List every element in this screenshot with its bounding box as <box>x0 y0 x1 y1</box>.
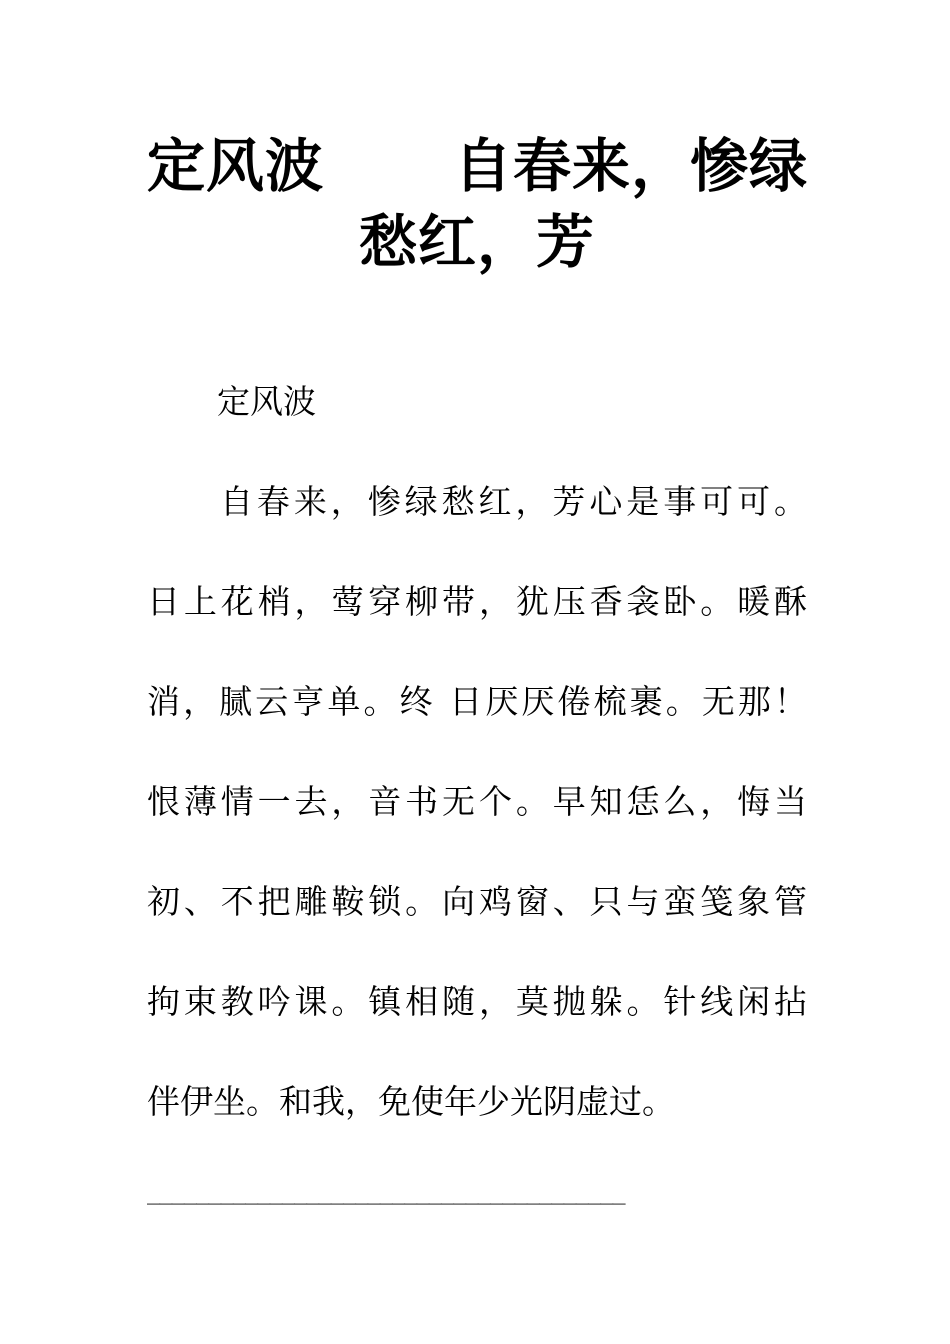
poem-heading: 定风波 <box>217 382 316 421</box>
poem-line-3: 消，腻云亨单。终 日厌厌倦梳裹。无那！ <box>147 682 807 721</box>
document-title <box>147 128 807 280</box>
title-first-phrase: 自春来，惨绿 <box>454 132 809 200</box>
poem-line-5: 初、不把雕鞍锁。向鸡窗、只与蛮笺象管 <box>147 882 807 921</box>
poem-line-6: 拘束教吟课。镇相随，莫抛躲。针线闲拈 <box>147 982 807 1021</box>
title-line-2: 愁红，芳 <box>358 208 595 276</box>
poem-line-1: 自春来，惨绿愁红，芳心是事可可。 <box>220 482 807 521</box>
poem-line-2: 日上花梢，莺穿柳带，犹压香衾卧。暖酥 <box>147 582 807 621</box>
poem-line-4: 恨薄情一去，音书无个。早知恁么，悔当 <box>147 782 807 821</box>
title-poem-name: 定风波 <box>147 132 325 200</box>
title-line-1 <box>147 128 807 204</box>
poem-line-7: 伴伊坐。和我，免使年少光阴虚过。 <box>147 1082 675 1121</box>
divider-line: _______________________________________ <box>147 1180 625 1205</box>
